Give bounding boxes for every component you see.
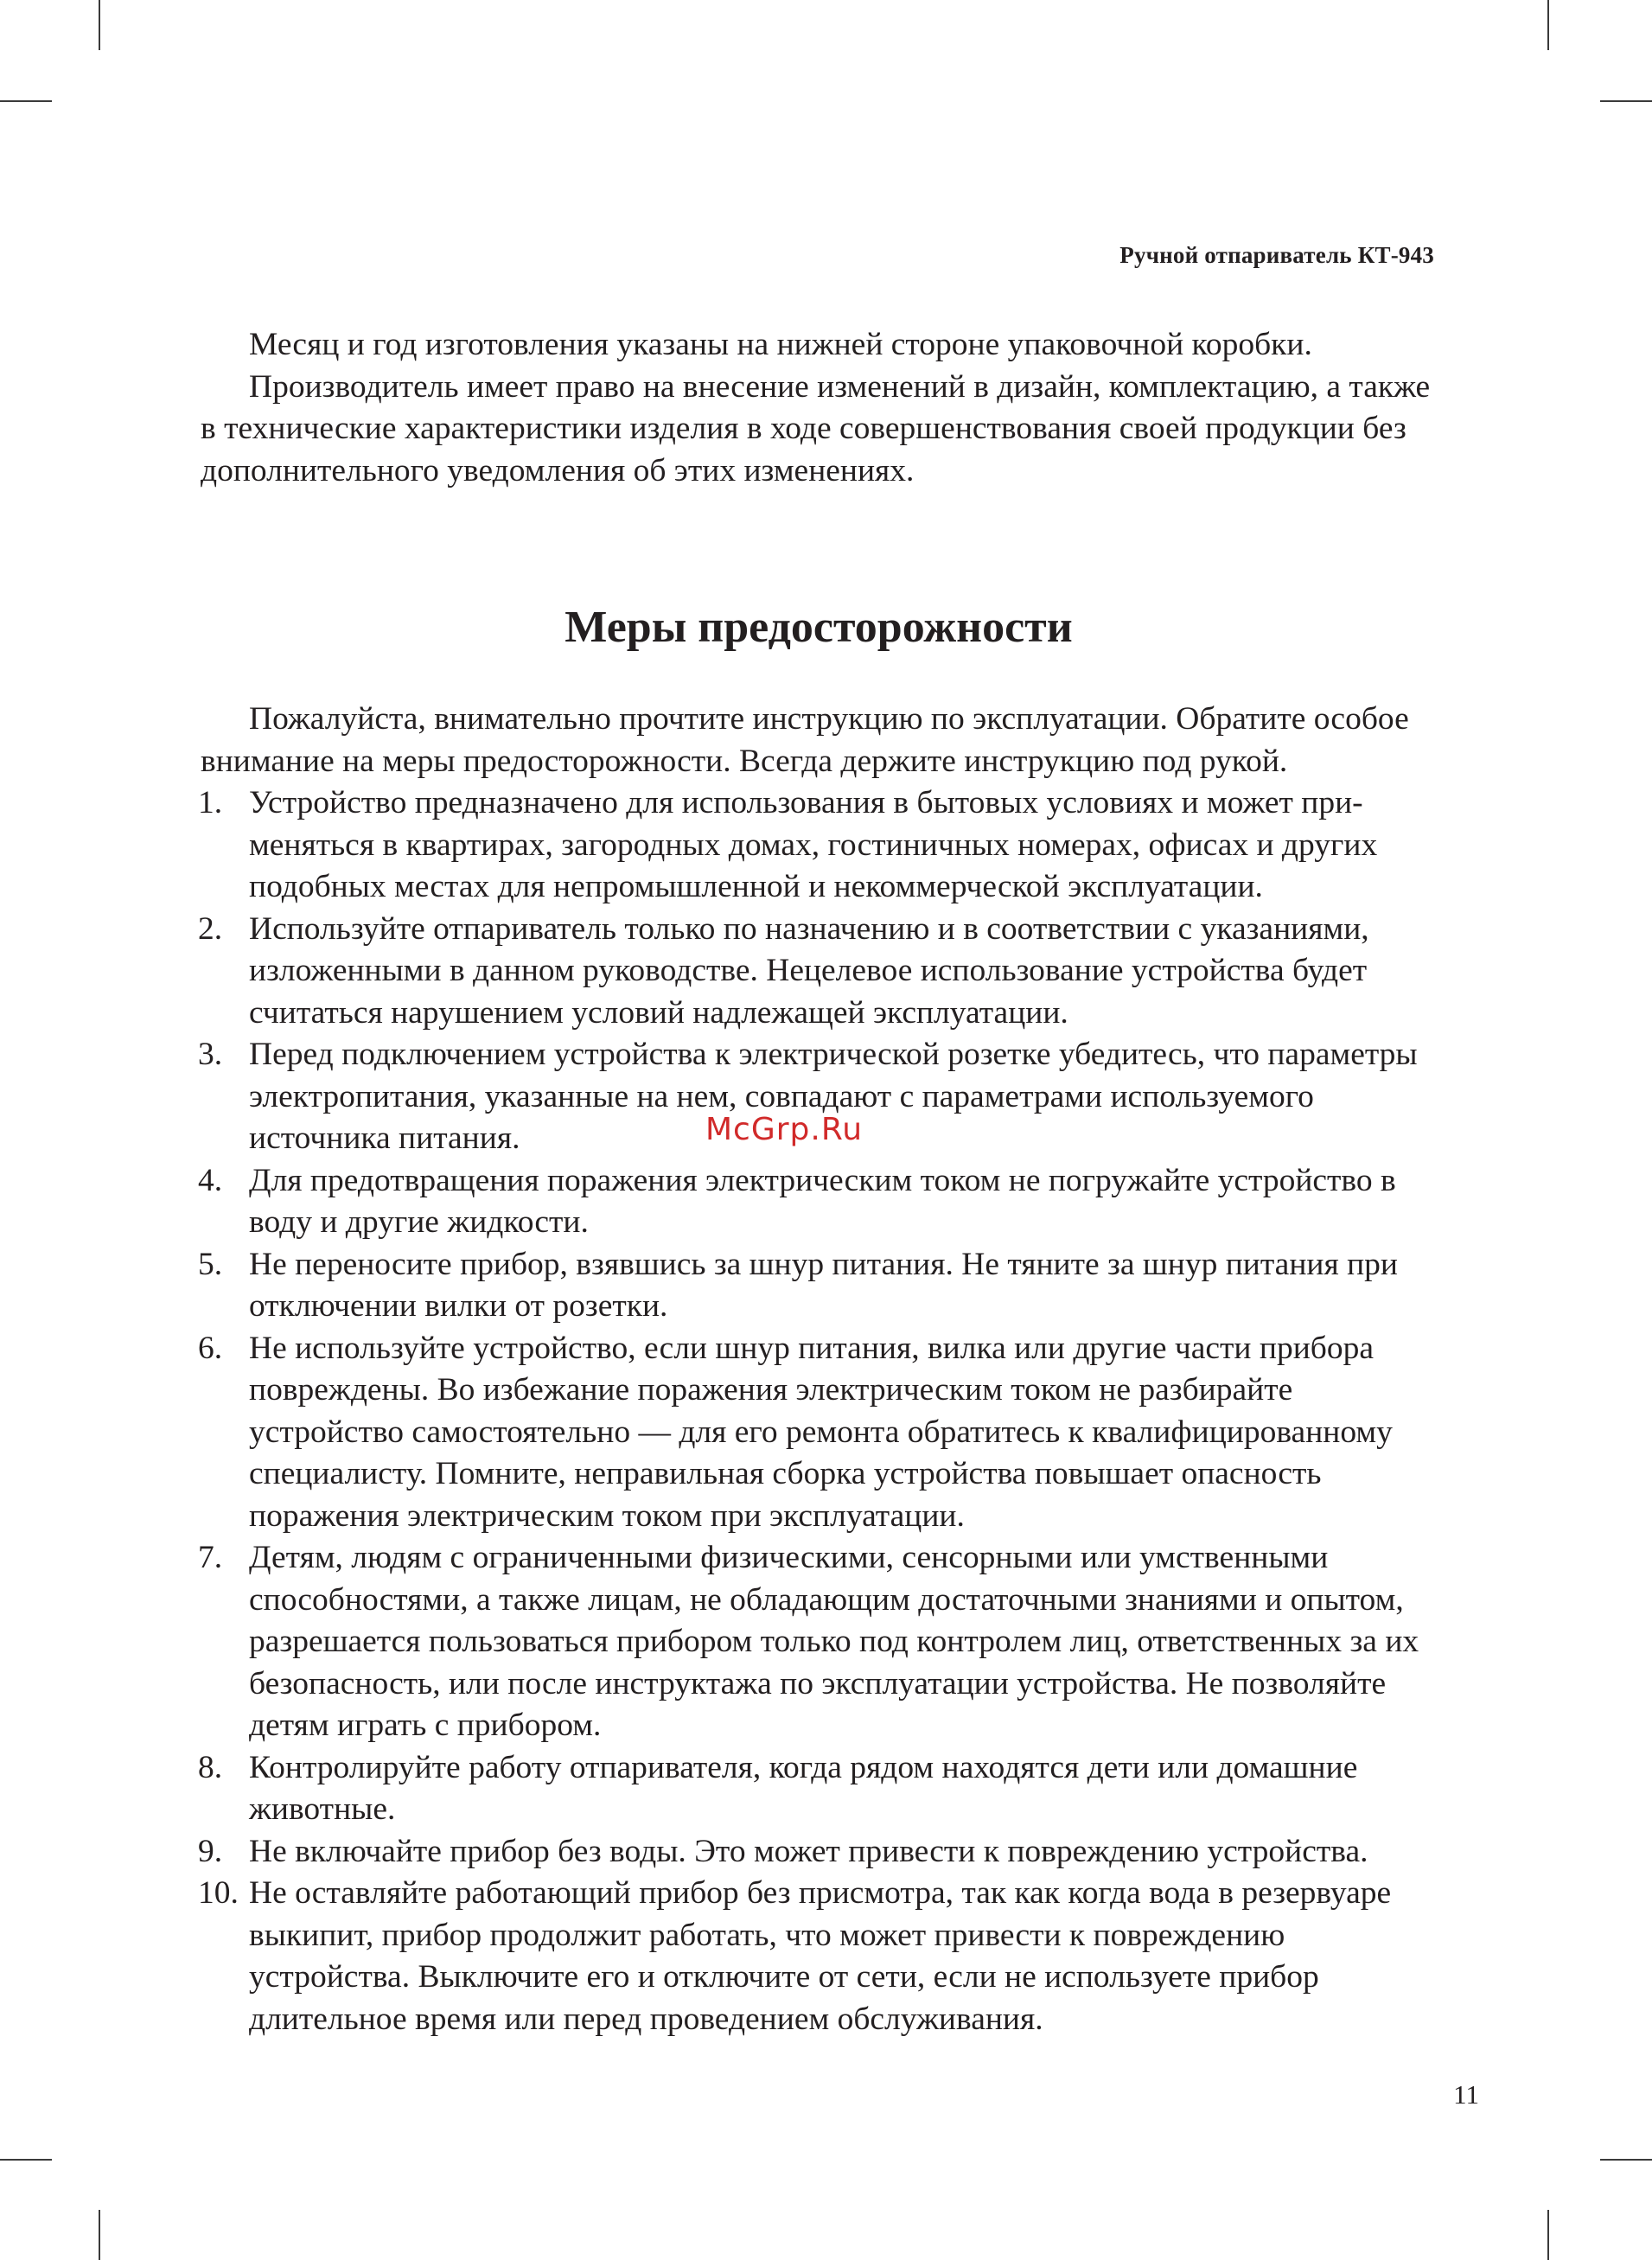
intro-paragraph: Производитель имеет право на внесение изменений в дизайн, комплектацию, а также в технические характеристики изделия в ходе совершенствования своей продукции без дополнительного уведомления об этих изменениях.: [201, 368, 1431, 488]
running-header: Ручной отпариватель КТ-943: [1119, 242, 1434, 268]
item-text: Не переносите прибор, взявшись за шнур питания. Не тяните за шнур питания при отключении вилки от розетки.: [249, 1246, 1398, 1324]
item-number: 5.: [198, 1246, 223, 1282]
item-text: Не используйте устройство, если шнур питания, вилка или другие части прибора повреждены. Во избежание поражения электрическим током не разбирайте устройство самостоятельно — для его ремонта обратитесь к квалифицированному специалисту. Помните, неправильная сборка устройства повышает опасность поражения электрическим током при эксплуатации.: [249, 1330, 1393, 1534]
crop-mark-top-right: [1547, 0, 1549, 50]
list-item: [198, 909, 1437, 1035]
item-number: 9.: [198, 1833, 223, 1869]
list-item: [198, 1831, 1437, 1874]
crop-mark-bottom-right-h: [1600, 2159, 1652, 2161]
list-item: [198, 782, 1437, 909]
item-number: 10.: [198, 1875, 239, 1911]
crop-mark-top-right-h: [1600, 100, 1652, 102]
list-item: [198, 1873, 1437, 2040]
precautions-body: [198, 699, 1437, 2040]
list-item: [198, 1328, 1437, 1538]
item-text: Используйте отпариватель только по назначению и в соответствии с указаниями, изложенными в данном руководстве. Нецелевое использование устройства будет считаться нарушением условий надлежащей эксплуатации.: [249, 910, 1369, 1031]
item-number: 6.: [198, 1330, 223, 1366]
item-number: 3.: [198, 1037, 223, 1072]
intro-paragraph: Месяц и год изготовления указаны на нижней стороне упаковочной коробки.: [249, 327, 1312, 362]
item-number: 4.: [198, 1162, 223, 1198]
precautions-list: [198, 782, 1437, 2040]
list-item: [198, 1160, 1437, 1244]
item-text: Не включайте прибор без воды. Это может привести к повреждению устройства.: [249, 1833, 1368, 1869]
section-title: Меры предосторожности: [564, 603, 1073, 652]
crop-mark-top-left: [99, 0, 100, 50]
item-number: 8.: [198, 1749, 223, 1785]
item-text: Перед подключением устройства к электрической розетке убедитесь, что параметры электропитания, указанные на нем, совпадают с параметрами используемого источника питания.: [249, 1037, 1418, 1156]
item-text: Устройство предназначено для использования в бытовых условиях и может применяться в квартирах, загородных домах, гостиничных номерах, офисах и других подобных местах для непромышленной и некоммерческой эксплуатации.: [249, 785, 1378, 904]
item-number: 1.: [198, 785, 223, 820]
item-text: Для предотвращения поражения электрическим током не погружайте устройство в воду и другие жидкости.: [249, 1162, 1396, 1240]
list-item: [198, 1747, 1437, 1831]
crop-mark-top-left-h: [0, 100, 52, 102]
intro-block: [201, 324, 1437, 492]
watermark: McGrp.Ru: [705, 1112, 864, 1147]
crop-mark-bottom-right: [1547, 2210, 1549, 2260]
item-text: Детям, людям с ограниченными физическими, сенсорными или умственными способностями, а также лицам, не обладающим достаточными знаниями и опытом, разрешается пользоваться прибором только под контролем лиц, ответственных за их безопасность, или после инструктажа по эксплуатации устройства. Не позволяйте детям играть с прибором.: [249, 1540, 1419, 1743]
crop-mark-bottom-left: [99, 2210, 100, 2260]
crop-mark-bottom-left-h: [0, 2159, 52, 2161]
list-item: [198, 1244, 1437, 1328]
item-number: 2.: [198, 910, 223, 947]
list-item: [198, 1537, 1437, 1747]
item-number: 7.: [198, 1540, 223, 1575]
page-number: 11: [1453, 2079, 1479, 2110]
item-text: Не оставляйте работающий прибор без присмотра, так как когда вода в резервуаре выкипит, прибор продолжит работать, что может привести к повреждению устройства. Выключите его и отключите от сети, если не используете прибор длительное время или перед проведением обслуживания.: [249, 1875, 1392, 2037]
item-text: Контролируйте работу отпаривателя, когда рядом находятся дети или домашние животные.: [249, 1749, 1358, 1827]
lead-paragraph: Пожалуйста, внимательно прочтите инструкцию по эксплуатации. Обратите особое внимание на меры предосторожности. Всегда держите инструкцию под рукой.: [201, 701, 1409, 779]
